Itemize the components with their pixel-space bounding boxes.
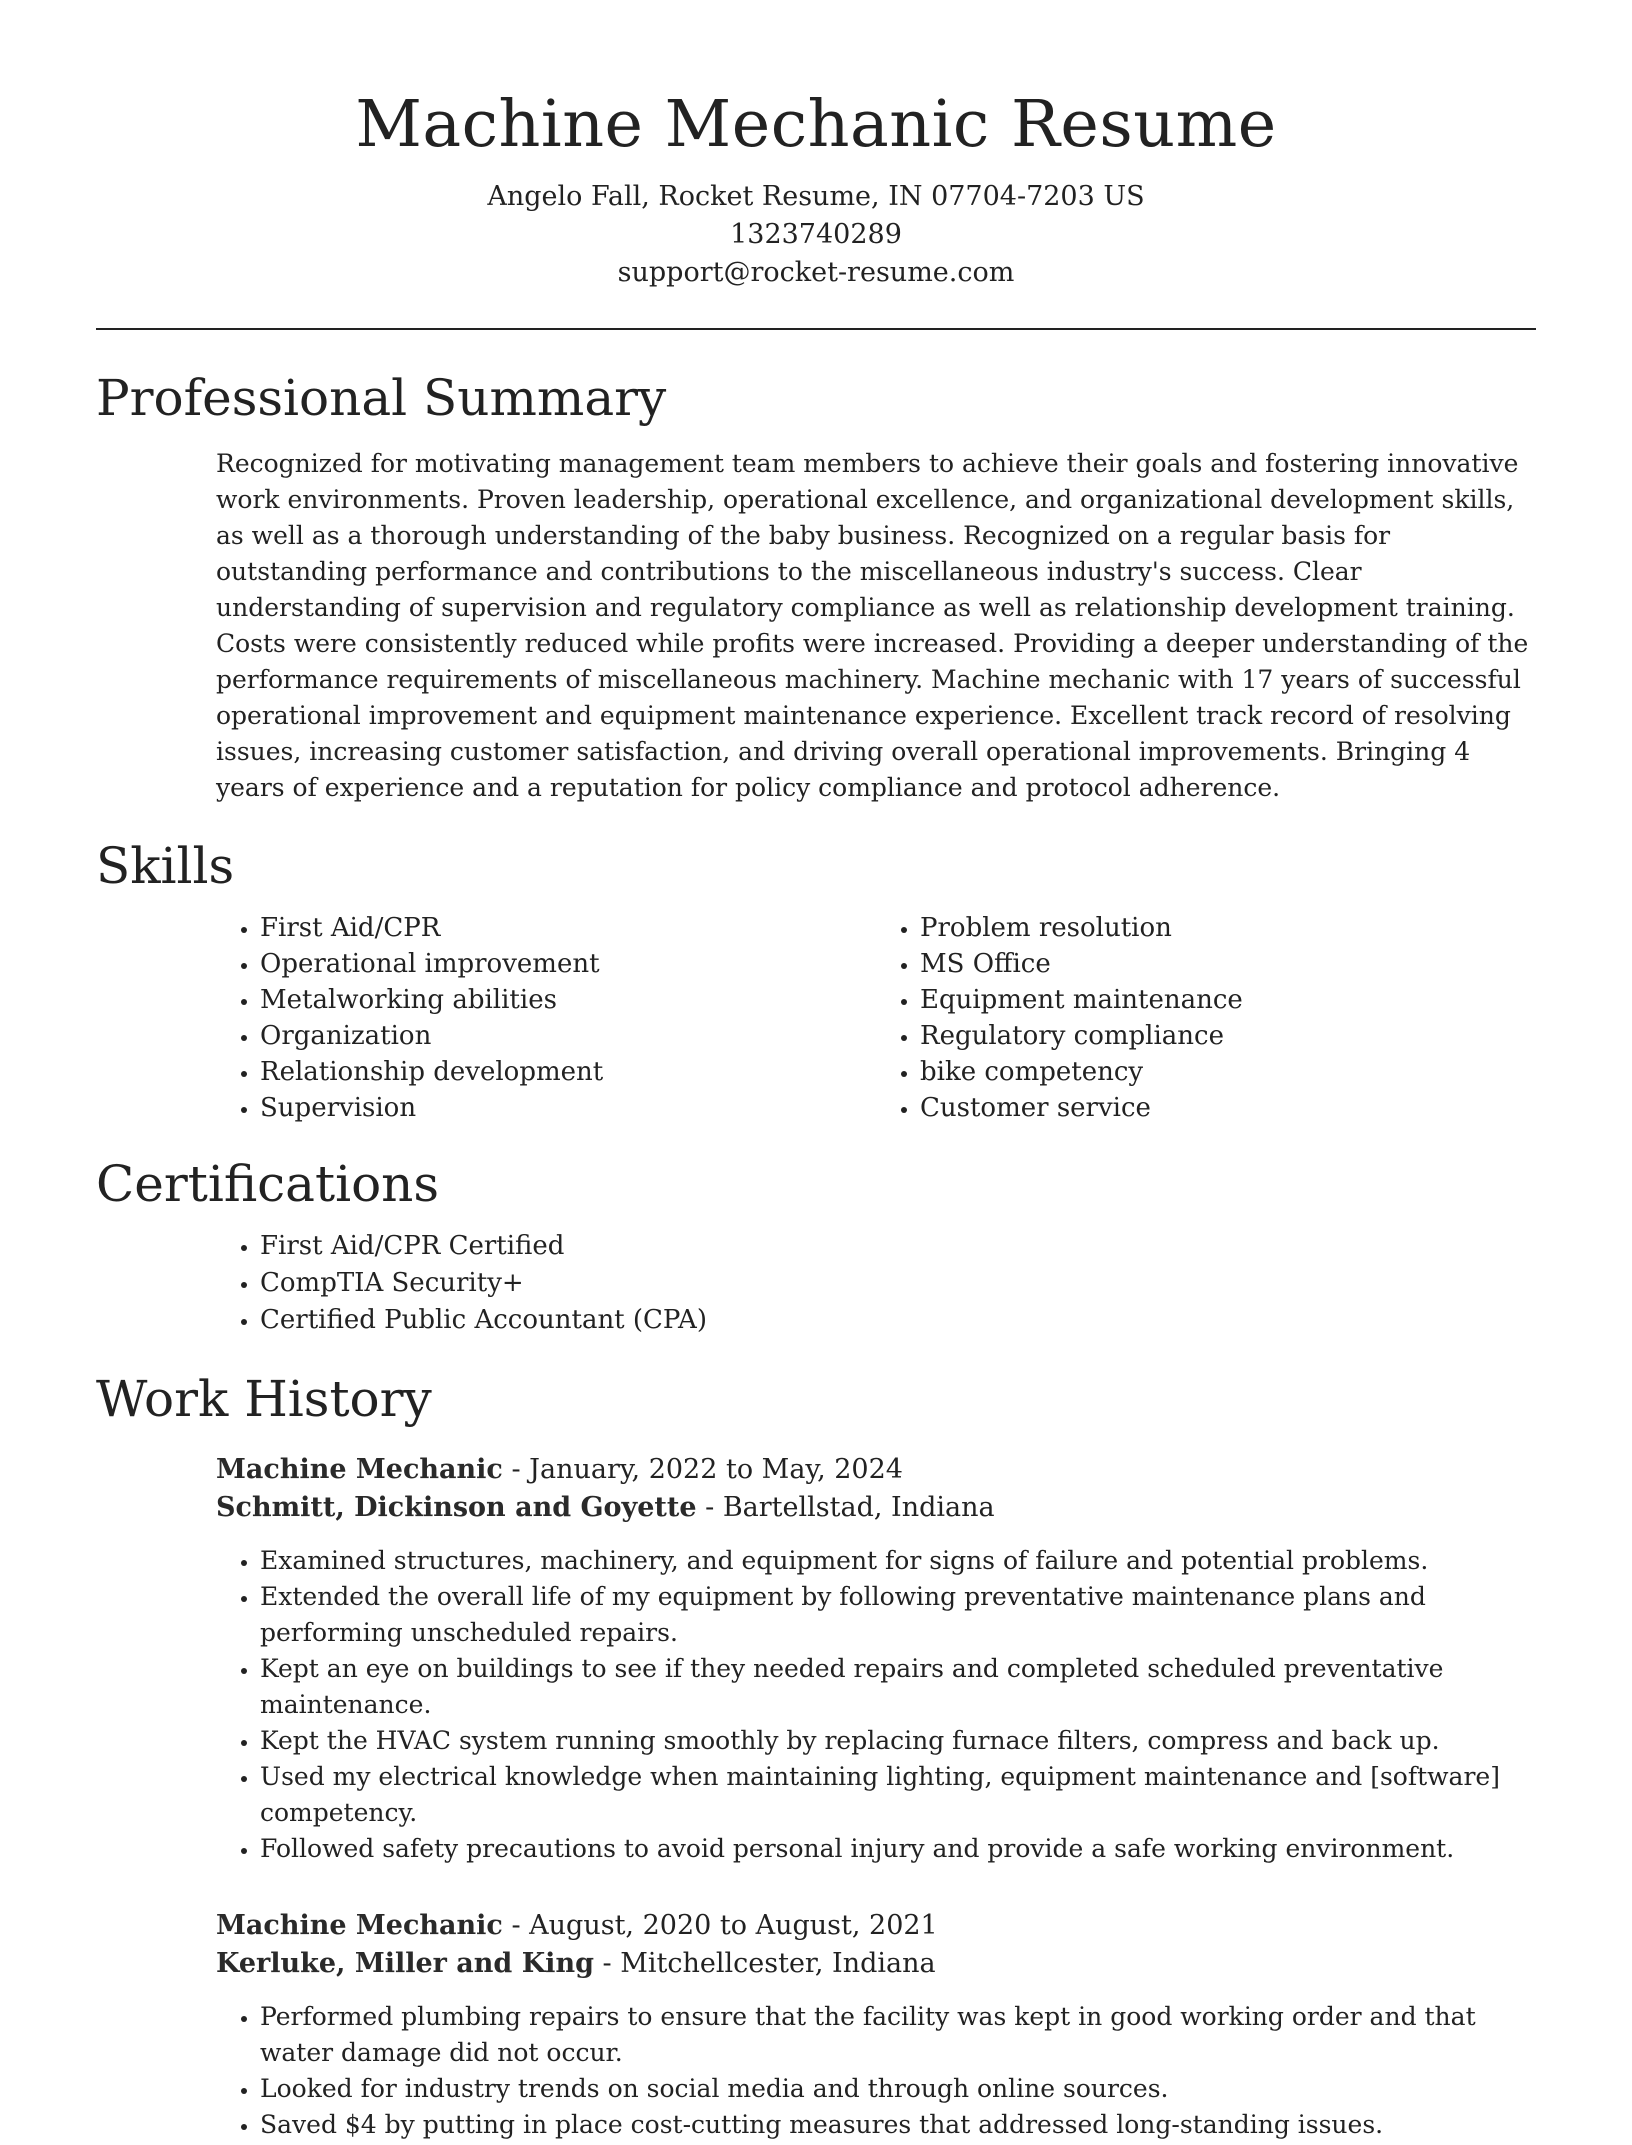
- job-bullet: • Kept the HVAC system running smoothly by replacing furnace filters, compress and back up.: [260, 1723, 1536, 1759]
- skill-item: • Equipment maintenance: [920, 982, 1536, 1018]
- job-bullet: • Saved $4 by putting in place cost-cutting measures that addressed long-standing issues.: [260, 2107, 1536, 2143]
- skills-list-right: [876, 910, 1536, 1126]
- contact-email: support@rocket-resume.com: [617, 257, 1015, 288]
- skill-item: • Regulatory compliance: [920, 1018, 1536, 1054]
- job-dates: - August, 2020 to August, 2021: [502, 1910, 938, 1941]
- skill-item: • Relationship development: [260, 1054, 876, 1090]
- skill-item: • Organization: [260, 1018, 876, 1054]
- resume-header: [96, 0, 1536, 292]
- job-title: Machine Mechanic: [216, 1910, 503, 1941]
- job-bullets: [216, 1999, 1536, 2143]
- certifications-section: [96, 1152, 1536, 1339]
- summary-text: Recognized for motivating management team members to achieve their goals and fostering innovative work environments. Proven leadership, operational excellence, and organizational development skills, as well as a thorough understanding of the baby business. Recognized on a regular basis for outstanding performance and contributions to the miscellaneous industry's success. Clear understanding of supervision and regulatory compliance as well as relationship development training. Costs were consistently reduced while profits were increased. Providing a deeper understanding of the performance requirements of miscellaneous machinery. Machine mechanic with 17 years of successful operational improvement and equipment maintenance experience. Excellent track record of resolving issues, increasing customer satisfaction, and driving overall operational improvements. Bringing 4 years of experience and a reputation for policy compliance and protocol adherence.: [216, 449, 1529, 802]
- certifications-list: [216, 1228, 1536, 1339]
- contact-address: Angelo Fall, Rocket Resume, IN 07704-7203 US: [487, 181, 1145, 212]
- skills-list-left: [216, 910, 876, 1126]
- work-history-heading: Work History: [96, 1370, 432, 1428]
- job-bullet: • Kept an eye on buildings to see if they needed repairs and completed scheduled preventative maintenance.: [260, 1651, 1536, 1723]
- certification-item: • First Aid/CPR Certified: [260, 1228, 1536, 1265]
- job-bullet: • Extended the overall life of my equipment by following preventative maintenance plans and performing unscheduled repairs.: [260, 1579, 1536, 1651]
- job-entry: [216, 1907, 1536, 2143]
- skill-item: • Problem resolution: [920, 910, 1536, 946]
- skills-section: [96, 834, 1536, 1126]
- job-title: Machine Mechanic: [216, 1454, 503, 1485]
- skills-heading: Skills: [96, 837, 235, 895]
- certification-item: • CompTIA Security+: [260, 1265, 1536, 1302]
- header-divider: [96, 328, 1536, 330]
- job-location: - Bartellstad, Indiana: [696, 1492, 995, 1523]
- skill-item: • Metalworking abilities: [260, 982, 876, 1018]
- job-bullet: • Followed safety precautions to avoid personal injury and provide a safe working environment.: [260, 1831, 1536, 1867]
- job-bullet: • Performed plumbing repairs to ensure that the facility was kept in good working order and that water damage did not occur.: [260, 1999, 1536, 2071]
- job-company-line: [216, 1489, 1536, 1527]
- summary-heading: Professional Summary: [96, 369, 667, 427]
- job-title-line: [216, 1907, 1536, 1945]
- work-history-section: [96, 1367, 1536, 2143]
- job-bullet: • Examined structures, machinery, and equipment for signs of failure and potential problems.: [260, 1543, 1536, 1579]
- job-bullet: • Looked for industry trends on social media and through online sources.: [260, 2071, 1536, 2107]
- job-title-line: [216, 1451, 1536, 1489]
- contact-block: [96, 178, 1536, 292]
- skill-item: • First Aid/CPR: [260, 910, 876, 946]
- job-company: Schmitt, Dickinson and Goyette: [216, 1492, 697, 1523]
- job-bullet: • Used my electrical knowledge when maintaining lighting, equipment maintenance and [software] competency.: [260, 1759, 1536, 1831]
- certifications-heading: Certifications: [96, 1155, 440, 1213]
- skill-item: • MS Office: [920, 946, 1536, 982]
- job-dates: - January, 2022 to May, 2024: [502, 1454, 903, 1485]
- job-location: - Mitchellcester, Indiana: [593, 1948, 936, 1979]
- certification-item: • Certified Public Accountant (CPA): [260, 1302, 1536, 1339]
- skill-item: • Supervision: [260, 1090, 876, 1126]
- job-company-line: [216, 1945, 1536, 1983]
- summary-section: [96, 366, 1536, 806]
- job-company: Kerluke, Miller and King: [216, 1948, 594, 1979]
- job-entry: [216, 1451, 1536, 1867]
- contact-phone: 1323740289: [730, 219, 902, 250]
- skill-item: • bike competency: [920, 1054, 1536, 1090]
- page-title: Machine Mechanic Resume: [355, 87, 1277, 162]
- skill-item: • Customer service: [920, 1090, 1536, 1126]
- skill-item: • Operational improvement: [260, 946, 876, 982]
- job-bullets: [216, 1543, 1536, 1867]
- skills-grid: [216, 910, 1536, 1126]
